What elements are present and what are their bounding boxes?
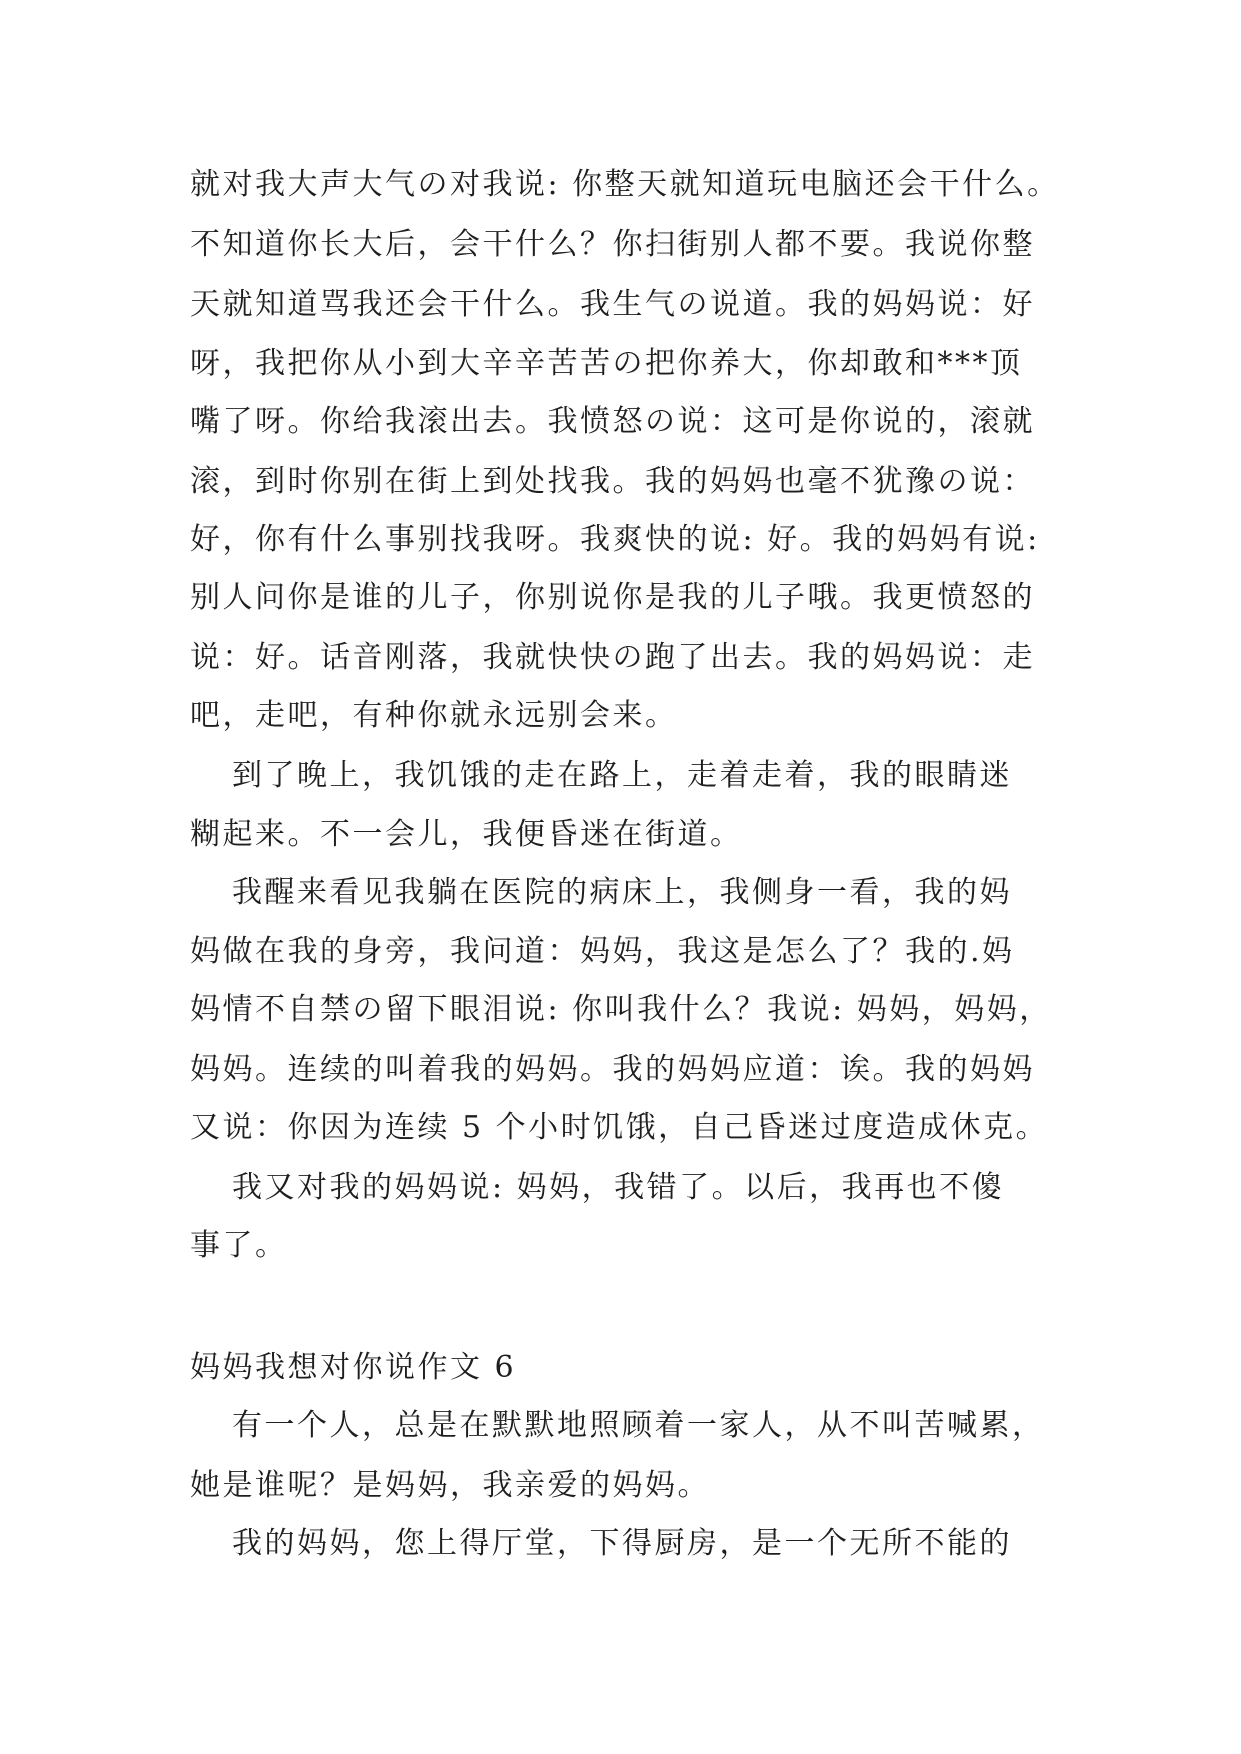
paragraph-line: 我醒来看见我躺在医院的病床上，我侧身一看，我的妈 — [232, 875, 1012, 910]
paragraph-line: 又说：你因为连续 5 个小时饥饿，自己昏迷过度造成休克。 — [190, 1110, 1049, 1145]
paragraph-line: 糊起来。不一会儿，我便昏迷在街道。 — [190, 817, 743, 852]
paragraph-line: 事了。 — [190, 1228, 288, 1263]
paragraph-line: 妈妈。连续的叫着我的妈妈。我的妈妈应道：诶。我的妈妈 — [190, 1052, 1035, 1087]
paragraph-line: 好，你有什么事别找我呀。我爽快的说: 好。我的妈妈有说: — [190, 522, 1040, 557]
paragraph-line: 吧，走吧，有种你就永远别会来。 — [190, 698, 678, 733]
paragraph-line: 不知道你长大后，会干什么？你扫街别人都不要。我说你整 — [190, 227, 1035, 262]
paragraph-line: 到了晚上，我饥饿的走在路上，走着走着，我的眼睛迷 — [232, 758, 1012, 793]
paragraph-line: 妈情不自禁の留下眼泪说: 你叫我什么？我说: 妈妈，妈妈， — [190, 992, 1052, 1027]
paragraph-line: 滚，到时你别在街上到处找我。我的妈妈也毫不犹豫の说： — [190, 464, 1035, 499]
paragraph-line: 天就知道骂我还会干什么。我生气の说道。我的妈妈说：好 — [190, 287, 1035, 322]
paragraph-line: 说：好。话音刚落，我就快快の跑了出去。我的妈妈说：走 — [190, 640, 1035, 675]
paragraph-line: 就对我大声大气の对我说: 你整天就知道玩电脑还会干什么。 — [190, 167, 1060, 202]
paragraph-line: 呀，我把你从小到大辛辛苦苦の把你养大，你却敢和***顶 — [190, 346, 1023, 381]
paragraph-line: 别人问你是谁的儿子，你别说你是我的儿子哦。我更愤怒的 — [190, 580, 1035, 615]
paragraph-line: 妈做在我的身旁，我问道：妈妈，我这是怎么了？我的.妈 — [190, 934, 1015, 969]
paragraph-line: 嘴了呀。你给我滚出去。我愤怒の说：这可是你说的，滚就 — [190, 404, 1035, 439]
paragraph-line: 我的妈妈，您上得厅堂，下得厨房，是一个无所不能的 — [232, 1526, 1012, 1561]
paragraph-line: 有一个人，总是在默默地照顾着一家人，从不叫苦喊累， — [232, 1408, 1045, 1443]
section-title: 妈妈我想对你说作文 6 — [190, 1350, 517, 1385]
paragraph-line: 我又对我的妈妈说: 妈妈，我错了。以后，我再也不傻 — [232, 1170, 1005, 1205]
paragraph-line: 她是谁呢？是妈妈，我亲爱的妈妈。 — [190, 1468, 710, 1503]
